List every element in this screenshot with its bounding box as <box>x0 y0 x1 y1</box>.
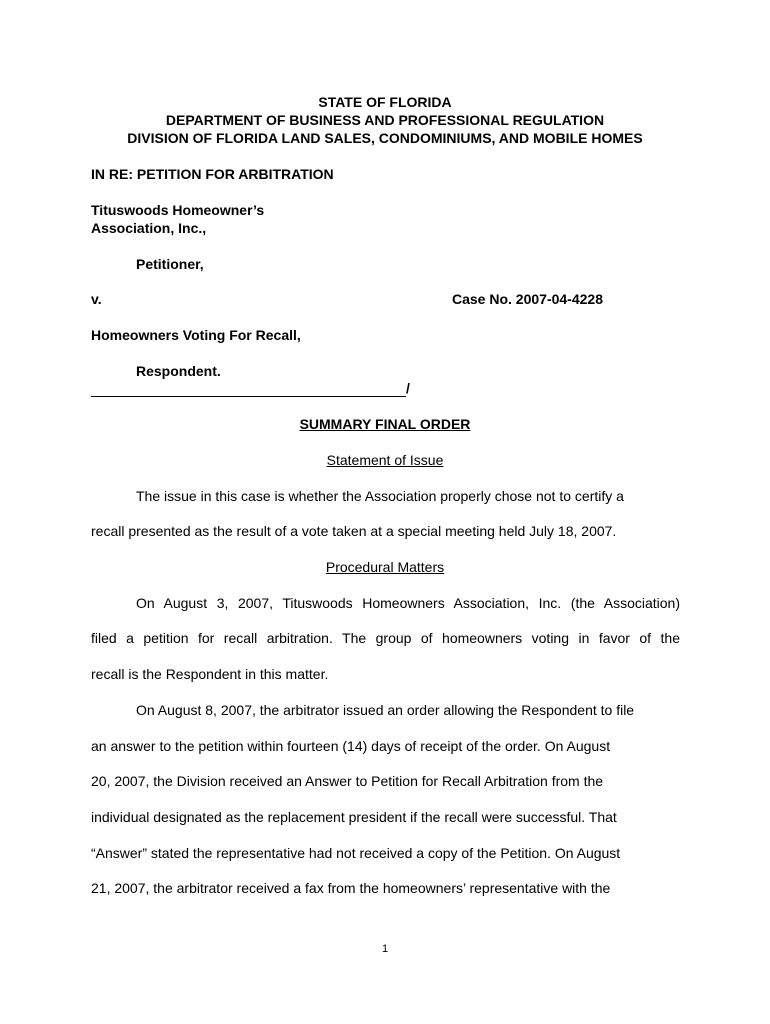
paragraph-2-line-3: recall is the Respondent in this matter. <box>91 666 329 682</box>
petitioner-name-line-2: Association, Inc., <box>91 220 207 236</box>
paragraph-2-line-2: filed a petition for recall arbitration. The group of homeowners voting in favor of the <box>91 630 680 646</box>
paragraph-1-line-1: The issue in this case is whether the Association properly chose not to certify a <box>136 488 624 504</box>
order-title: SUMMARY FINAL ORDER <box>299 416 471 432</box>
paragraph-3-line-2: an answer to the petition within fourteen (14) days of receipt of the order. On August <box>91 738 611 754</box>
paragraph-3-line-6: 21, 2007, the arbitrator received a fax from the homeowners’ representative with the <box>91 880 611 896</box>
in-re-heading: IN RE: PETITION FOR ARBITRATION <box>91 166 334 182</box>
respondent-role: Respondent. <box>136 363 221 379</box>
paragraph-3-line-5: “Answer” stated the representative had not received a copy of the Petition. On August <box>91 845 621 861</box>
paragraph-3-line-3: 20, 2007, the Division received an Answer to Petition for Recall Arbitration from the <box>91 773 604 789</box>
paragraph-3-line-4: individual designated as the replacement president if the recall were successful. That <box>91 809 617 825</box>
petitioner-role: Petitioner, <box>136 256 204 272</box>
header-division: DIVISION OF FLORIDA LAND SALES, CONDOMINIUMS, AND MOBILE HOMES <box>127 130 643 146</box>
caption-signature-line <box>91 396 406 397</box>
versus: v. <box>91 291 102 307</box>
paragraph-3-line-1: On August 8, 2007, the arbitrator issued an order allowing the Respondent to file <box>136 702 635 718</box>
respondent-name: Homeowners Voting For Recall, <box>91 327 301 343</box>
section-heading-procedural-matters: Procedural Matters <box>325 559 445 575</box>
case-number: Case No. 2007-04-4228 <box>452 291 603 307</box>
paragraph-2-line-1: On August 3, 2007, Tituswoods Homeowners Association, Inc. (the Association) <box>136 595 680 611</box>
caption-slash: / <box>406 380 410 396</box>
paragraph-1-line-2: recall presented as the result of a vote taken at a special meeting held July 18, 2007. <box>91 523 617 539</box>
header-department: DEPARTMENT OF BUSINESS AND PROFESSIONAL REGULATION <box>165 112 605 128</box>
section-heading-statement-of-issue: Statement of Issue <box>326 452 444 468</box>
page-number: 1 <box>381 943 389 955</box>
petitioner-name-line-1: Tituswoods Homeowner’s <box>91 202 265 218</box>
header-state: STATE OF FLORIDA <box>318 94 452 110</box>
